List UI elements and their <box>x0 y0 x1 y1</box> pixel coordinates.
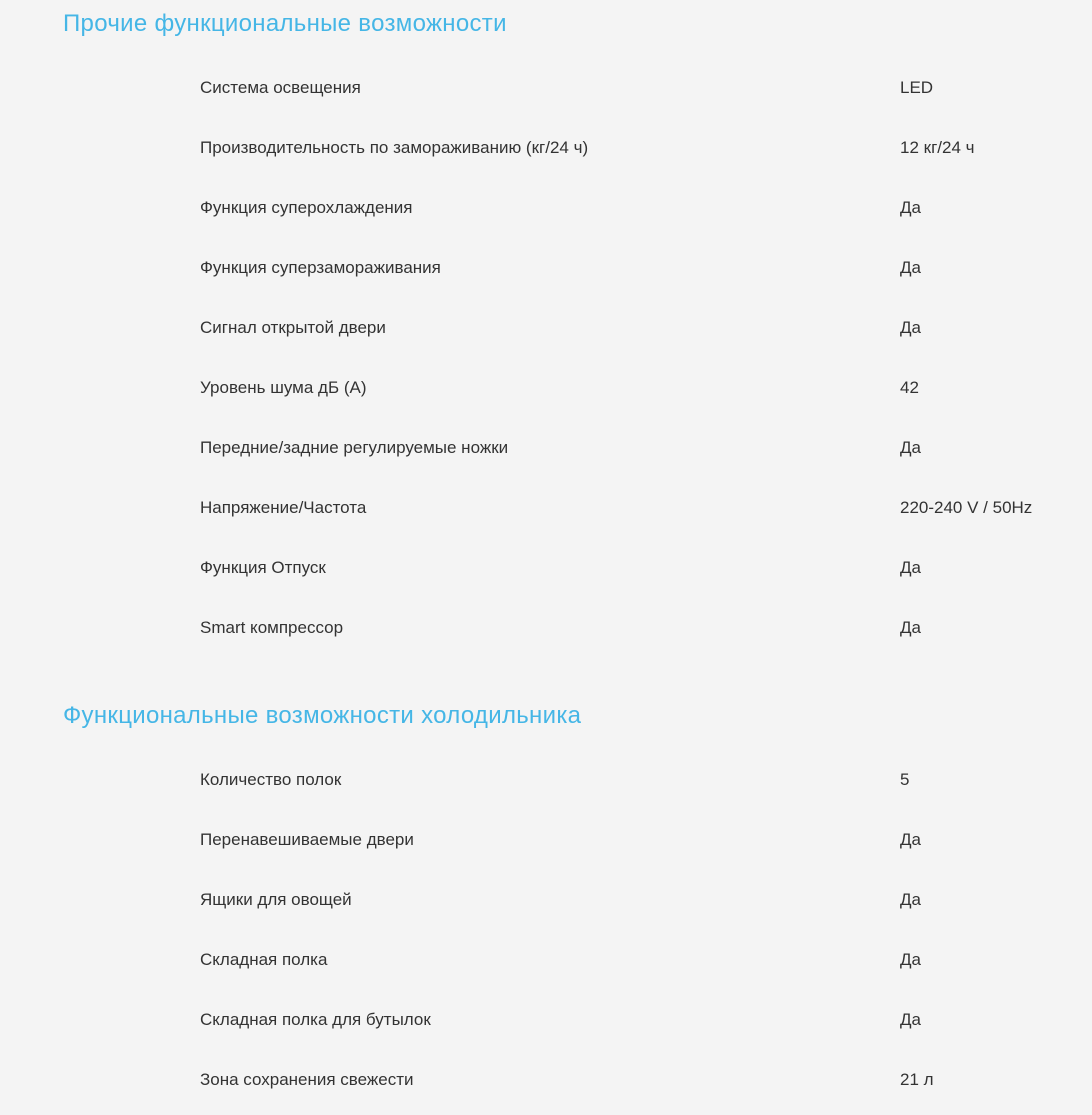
spec-label: Уровень шума дБ (А) <box>200 378 367 397</box>
section-title: Функциональные возможности холодильника <box>63 702 582 729</box>
spec-row <box>0 598 1092 658</box>
spec-value: Да <box>900 890 921 909</box>
spec-row <box>0 478 1092 538</box>
spec-section <box>0 702 1092 1110</box>
spec-label: Сигнал открытой двери <box>200 318 386 337</box>
spec-row <box>0 1050 1092 1110</box>
spec-value: Да <box>900 618 921 637</box>
spec-row <box>0 58 1092 118</box>
spec-value: Да <box>900 950 921 969</box>
spec-row <box>0 750 1092 810</box>
spec-row <box>0 930 1092 990</box>
spec-row <box>0 298 1092 358</box>
spec-row <box>0 178 1092 238</box>
spec-label: Передние/задние регулируемые ножки <box>200 438 509 457</box>
spec-label: Перенавешиваемые двери <box>200 830 414 849</box>
spec-value: 42 <box>900 378 919 397</box>
spec-label: Smart компрессор <box>200 618 344 637</box>
spec-value: Да <box>900 198 921 217</box>
spec-label: Напряжение/Частота <box>200 498 367 517</box>
spec-value: Да <box>900 318 921 337</box>
spec-section <box>0 10 1092 658</box>
spec-label: Функция суперохлаждения <box>200 198 413 217</box>
spec-value: 220-240 V / 50Hz <box>900 498 1033 517</box>
spec-label: Система освещения <box>200 78 361 97</box>
spec-row <box>0 810 1092 870</box>
spec-label: Зона сохранения свежести <box>200 1070 414 1089</box>
section-rows <box>0 750 1092 1110</box>
spec-value: 5 <box>900 770 910 789</box>
section-title: Прочие функциональные возможности <box>63 10 507 37</box>
spec-label: Функция суперзамораживания <box>200 258 441 277</box>
spec-row <box>0 990 1092 1050</box>
spec-value: 12 кг/24 ч <box>900 138 975 157</box>
spec-value: 21 л <box>900 1070 934 1089</box>
spec-row <box>0 238 1092 298</box>
spec-value: Да <box>900 258 921 277</box>
spec-value: Да <box>900 830 921 849</box>
spec-label: Ящики для овощей <box>200 890 352 909</box>
spec-value: Да <box>900 438 921 457</box>
spec-row <box>0 418 1092 478</box>
spec-label: Складная полка для бутылок <box>200 1010 431 1029</box>
section-rows <box>0 58 1092 658</box>
spec-label: Функция Отпуск <box>200 558 326 577</box>
spec-sections <box>0 10 1092 1110</box>
spec-value: Да <box>900 558 921 577</box>
spec-label: Складная полка <box>200 950 328 969</box>
spec-label: Производительность по замораживанию (кг/24 ч) <box>200 138 589 157</box>
spec-row <box>0 870 1092 930</box>
spec-row <box>0 358 1092 418</box>
spec-value: Да <box>900 1010 921 1029</box>
spec-row <box>0 118 1092 178</box>
spec-row <box>0 538 1092 598</box>
spec-value: LED <box>900 78 934 97</box>
spec-label: Количество полок <box>200 770 342 789</box>
